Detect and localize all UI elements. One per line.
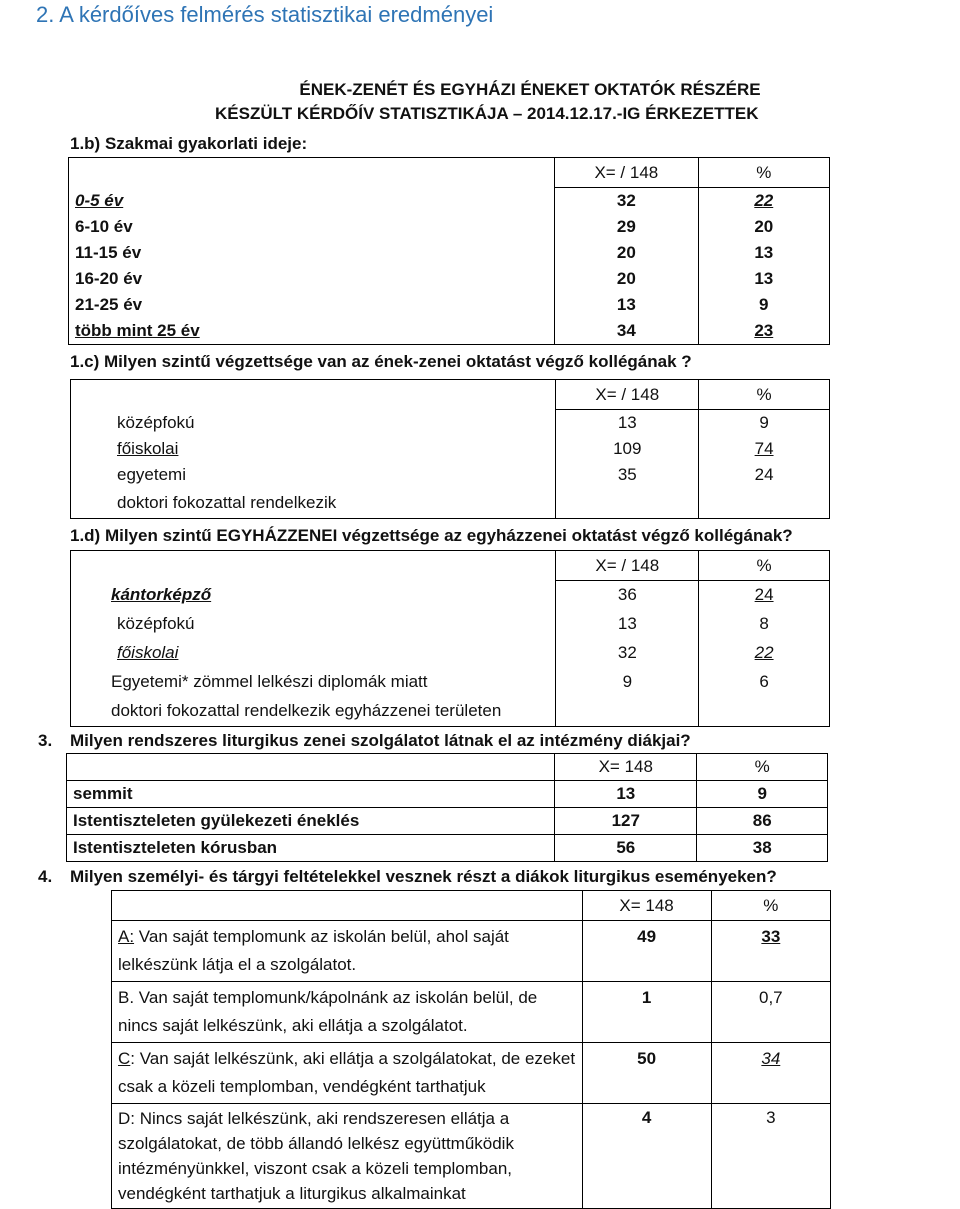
q1c-header-count: X= / 148	[556, 380, 699, 410]
q1c-title: 1.c) Milyen szintű végzettsége van az ének-zenei oktatást végző kollégának ?	[70, 352, 692, 371]
q4-row-label	[112, 921, 583, 982]
q1b-row-percent: 20	[698, 214, 829, 240]
q4-row-text: : Van saját lelkészünk, aki ellátja a szolgálatokat, de ezeket csak a közeli templomban, vendégként tarthatjuk	[118, 1049, 576, 1096]
q1d-row-count	[556, 697, 699, 727]
q4-row-label	[112, 1043, 583, 1104]
q3-row-percent: 86	[697, 808, 828, 835]
q1c-row-count: 109	[556, 436, 699, 462]
q3-row-percent: 9	[697, 781, 828, 808]
q3-row-label: semmit	[67, 781, 555, 808]
q1c-row-count	[556, 488, 699, 518]
q4-row-count: 4	[582, 1104, 711, 1209]
q4-table	[111, 890, 831, 1209]
q1d-header-count: X= / 148	[556, 551, 699, 581]
q1d-row-percent: 8	[699, 610, 830, 639]
q3-table	[66, 753, 828, 862]
q4-row-text: B. Van saját templomunk/kápolnánk az iskolán belül, de nincs saját lelkészünk, aki ellátja a szolgálatot.	[118, 988, 538, 1035]
q1d-header-percent: %	[699, 551, 830, 581]
q1c-row-percent: 9	[699, 410, 830, 437]
q3-header-percent: %	[697, 754, 828, 781]
q1b-row-count: 34	[555, 318, 698, 345]
q1c-row-label: doktori fokozattal rendelkezik	[71, 488, 556, 518]
q1d-row-percent: 24	[699, 581, 830, 610]
q3-header-empty	[67, 754, 555, 781]
q1b-header-empty	[69, 158, 555, 188]
q1b-row-percent: 13	[698, 240, 829, 266]
q1b-row-label: 6-10 év	[69, 214, 555, 240]
q1d-row-count: 9	[556, 668, 699, 697]
q1b-row-count: 32	[555, 188, 698, 215]
q3-row-label: Istentiszteleten kórusban	[67, 835, 555, 862]
q4-row-percent: 3	[711, 1104, 830, 1209]
q1d-row-percent: 6	[699, 668, 830, 697]
q3-header-count: X= 148	[555, 754, 697, 781]
q1c-row-label: főiskolai	[71, 436, 556, 462]
q1c-row-percent: 24	[699, 462, 830, 488]
subtitle-line-2: KÉSZÜLT KÉRDŐÍV STATISZTIKÁJA – 2014.12.17.-IG ÉRKEZETTEK	[215, 104, 759, 123]
q1c-row-label: középfokú	[71, 410, 556, 437]
q1c-header-percent: %	[699, 380, 830, 410]
q1b-row-label: 0-5 év	[69, 188, 555, 215]
q1b-row-label: több mint 25 év	[69, 318, 555, 345]
q3-row-count: 13	[555, 781, 697, 808]
q1d-row-label: doktori fokozattal rendelkezik egyházzenei területen	[71, 697, 556, 727]
q4-row-text: D: Nincs saját lelkészünk, aki rendszeresen ellátja a szolgálatokat, de több állandó lelkész együttműködik intézményünkkel, viszont csak a közeli templomban, vendégként tarthatjuk a liturgikus alkalmainkat	[118, 1109, 514, 1203]
q1b-row-percent: 13	[698, 266, 829, 292]
q4-row-label	[112, 982, 583, 1043]
q4-row-key: C	[118, 1049, 131, 1068]
q1c-row-count: 13	[556, 410, 699, 437]
q1d-row-percent	[699, 697, 830, 727]
page-heading: 2. A kérdőíves felmérés statisztikai eredményei	[36, 2, 494, 27]
q1d-row-label: kántorképző	[71, 581, 556, 610]
q1d-row-label: középfokú	[71, 610, 556, 639]
q1b-row-count: 20	[555, 266, 698, 292]
q4-number: 4.	[38, 867, 53, 886]
q4-row-text: Van saját templomunk az iskolán belül, ahol saját lelkészünk látja el a szolgálatot.	[118, 927, 509, 974]
q4-row-label	[112, 1104, 583, 1209]
q1b-table	[68, 157, 830, 345]
q4-header-percent: %	[711, 891, 830, 921]
subtitle-line-1: ÉNEK-ZENÉT ÉS EGYHÁZI ÉNEKET OKTATÓK RÉSZÉRE	[299, 80, 761, 99]
q1b-header-percent: %	[698, 158, 829, 188]
q4-row-key: A:	[118, 927, 135, 946]
q1c-row-count: 35	[556, 462, 699, 488]
q4-row-count: 49	[582, 921, 711, 982]
q1b-header-count: X= / 148	[555, 158, 698, 188]
q3-row-label: Istentiszteleten gyülekezeti éneklés	[67, 808, 555, 835]
q1c-row-percent	[699, 488, 830, 518]
q1d-row-label: főiskolai	[71, 639, 556, 668]
q3-row-count: 127	[555, 808, 697, 835]
q1c-table	[70, 379, 830, 519]
q4-header-count: X= 148	[582, 891, 711, 921]
q1d-row-percent: 22	[699, 639, 830, 668]
q1d-header-empty	[71, 551, 556, 581]
q3-row-count: 56	[555, 835, 697, 862]
q4-title: Milyen személyi- és tárgyi feltételekkel vesznek részt a diákok liturgikus eseményeken?	[70, 867, 777, 886]
q1d-row-count: 36	[556, 581, 699, 610]
q1b-row-count: 20	[555, 240, 698, 266]
q4-row-percent: 34	[711, 1043, 830, 1104]
q1b-row-label: 16-20 év	[69, 266, 555, 292]
q1b-row-count: 13	[555, 292, 698, 318]
q1d-title: 1.d) Milyen szintű EGYHÁZZENEI végzettsége az egyházzenei oktatást végző kollégának?	[70, 526, 793, 545]
q1b-row-percent: 23	[698, 318, 829, 345]
q3-title: Milyen rendszeres liturgikus zenei szolgálatot látnak el az intézmény diákjai?	[70, 731, 691, 750]
q4-row-count: 50	[582, 1043, 711, 1104]
q4-header-empty	[112, 891, 583, 921]
q1d-row-count: 32	[556, 639, 699, 668]
q1b-row-count: 29	[555, 214, 698, 240]
q1b-title: 1.b) Szakmai gyakorlati ideje:	[70, 134, 308, 153]
q1c-row-label: egyetemi	[71, 462, 556, 488]
q1c-row-percent: 74	[699, 436, 830, 462]
q3-number: 3.	[38, 731, 53, 750]
q1b-row-percent: 22	[698, 188, 829, 215]
q4-row-percent: 0,7	[711, 982, 830, 1043]
q4-row-count: 1	[582, 982, 711, 1043]
q1b-row-label: 21-25 év	[69, 292, 555, 318]
q1b-row-label: 11-15 év	[69, 240, 555, 266]
q1d-row-count: 13	[556, 610, 699, 639]
q3-row-percent: 38	[697, 835, 828, 862]
q1c-header-empty	[71, 380, 556, 410]
q1d-row-label: Egyetemi* zömmel lelkészi diplomák miatt	[71, 668, 556, 697]
q1d-table	[70, 550, 830, 727]
q4-row-percent: 33	[711, 921, 830, 982]
q1b-row-percent: 9	[698, 292, 829, 318]
